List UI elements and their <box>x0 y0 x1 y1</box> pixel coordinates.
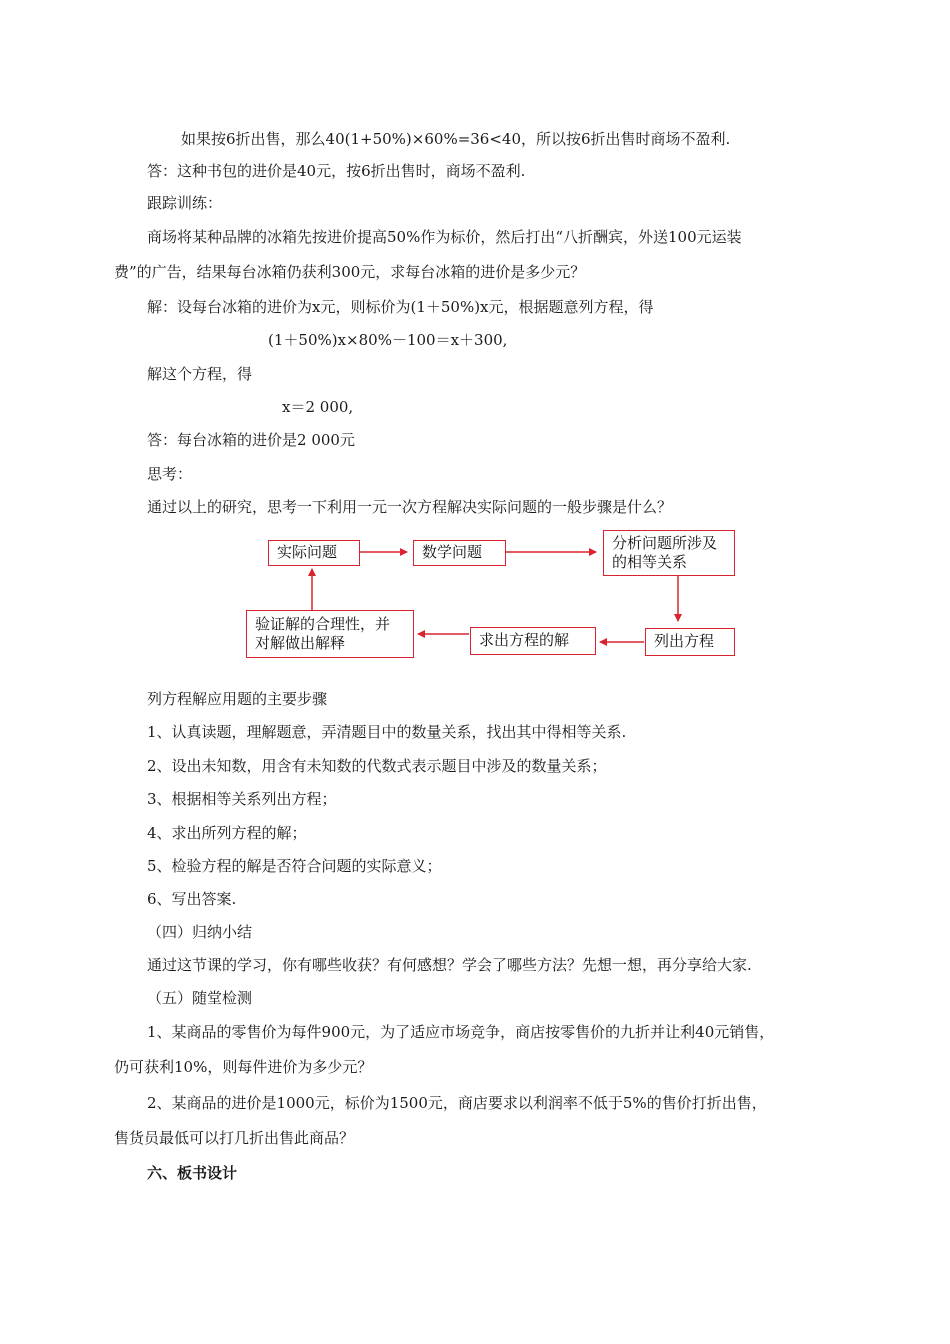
text-line-17: 4、求出所列方程的解； <box>147 824 307 842</box>
text-line-01: 如果按6折出售，那么40(1+50%)×60%=36<40，所以按6折出售时商场不盈利. <box>181 130 731 148</box>
text-line-26: 售货员最低可以打几折出售此商品？ <box>114 1129 355 1147</box>
section-heading-board-design: 六、板书设计 <box>147 1164 238 1182</box>
flow-box-analyze-line2: 的相等关系 <box>612 553 688 571</box>
text-line-02: 答：这种书包的进价是40元，按6折出售时，商场不盈利. <box>147 162 526 180</box>
text-line-13: 列方程解应用题的主要步骤 <box>147 690 328 708</box>
flow-box-analyze-relation <box>603 530 735 576</box>
text-line-22: （五）随堂检测 <box>147 989 253 1007</box>
text-line-15: 2、设出未知数，用含有未知数的代数式表示题目中涉及的数量关系； <box>147 757 607 775</box>
text-line-06: 解：设每台冰箱的进价为x元，则标价为(1＋50%)x元，根据题意列方程，得 <box>147 298 654 316</box>
text-line-08: 解这个方程，得 <box>147 365 253 383</box>
flow-box-verify-solution <box>246 610 414 658</box>
flow-box-analyze-line1: 分析问题所涉及 <box>612 534 718 552</box>
text-line-20: （四）归纳小结 <box>147 923 253 941</box>
text-line-05: 费”的广告，结果每台冰箱仍获利300元，求每台冰箱的进价是多少元？ <box>114 263 586 281</box>
text-line-24: 仍可获利10%，则每件进价为多少元？ <box>114 1058 373 1076</box>
flow-box-actual-problem-label: 实际问题 <box>277 543 338 561</box>
text-line-12: 通过以上的研究，思考一下利用一元一次方程解决实际问题的一般步骤是什么？ <box>147 498 673 516</box>
text-line-25: 2、某商品的进价是1000元，标价为1500元，商店要求以利润率不低于5%的售价打折出售， <box>147 1094 767 1112</box>
flow-box-verify-line1: 验证解的合理性，并 <box>255 615 391 633</box>
text-line-11: 思考： <box>147 465 193 483</box>
flow-box-solve-equation <box>470 627 596 655</box>
flow-box-list-equation-label: 列出方程 <box>654 632 715 650</box>
flow-box-verify-line2: 对解做出解释 <box>255 634 346 652</box>
text-line-19: 6、写出答案. <box>147 890 237 908</box>
text-line-16: 3、根据相等关系列出方程； <box>147 790 337 808</box>
flow-box-actual-problem <box>268 540 360 566</box>
text-line-21: 通过这节课的学习，你有哪些收获？有何感想？学会了哪些方法？先想一想，再分享给大家. <box>147 956 752 974</box>
text-line-14: 1、认真读题，理解题意，弄清题目中的数量关系，找出其中得相等关系. <box>147 723 627 741</box>
text-line-04: 商场将某种品牌的冰箱先按进价提高50%作为标价，然后打出“八折酬宾，外送100元运装 <box>147 228 742 246</box>
text-line-07: (1＋50%)x×80%－100＝x＋300, <box>268 331 508 349</box>
flow-box-math-problem <box>413 540 506 566</box>
flow-box-list-equation <box>645 628 735 656</box>
text-line-03: 跟踪训练： <box>147 194 223 212</box>
text-line-10: 答：每台冰箱的进价是2 000元 <box>147 431 355 449</box>
flow-box-math-problem-label: 数学问题 <box>422 543 483 561</box>
flow-box-solve-equation-label: 求出方程的解 <box>479 631 570 649</box>
text-line-23: 1、某商品的零售价为每件900元，为了适应市场竞争，商店按零售价的九折并让利40元销售， <box>147 1023 775 1041</box>
text-line-09: x＝2 000, <box>282 398 354 416</box>
text-line-18: 5、检验方程的解是否符合问题的实际意义； <box>147 857 442 875</box>
